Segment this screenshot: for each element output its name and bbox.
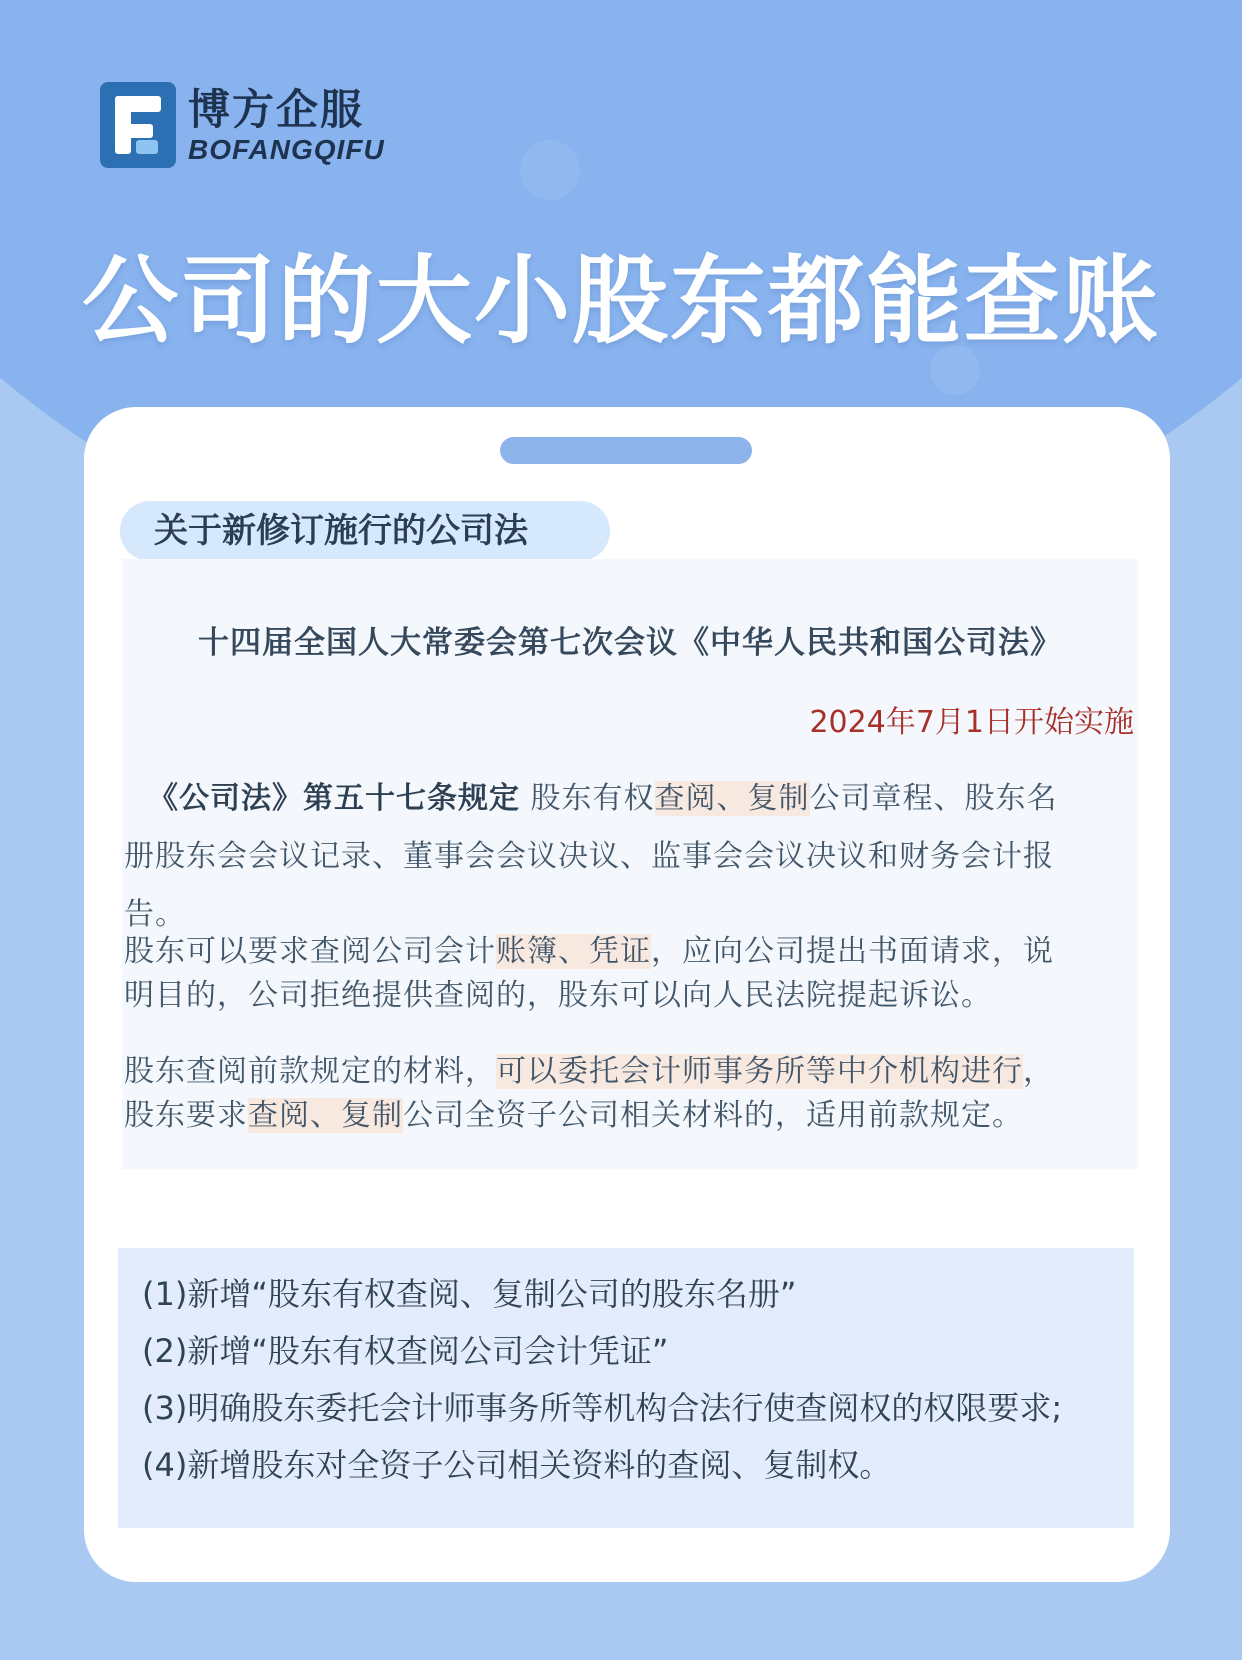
highlight-text: 查阅、复制: [248, 1098, 403, 1133]
paragraph-text: 公司章程、股东名册股东会会议记录、董事会会议决议、监事会会议决议和财务会计报告。: [124, 781, 1058, 932]
paragraph-text: 股东可以要求查阅公司会计: [124, 934, 496, 969]
highlight-text: 账簿、凭证: [496, 934, 651, 969]
change-item: (4)新增股东对全资子公司相关资料的查阅、复制权。: [142, 1446, 892, 1484]
law-heading: 十四届全国人大常委会第七次会议《中华人民共和国公司法》: [198, 625, 1062, 661]
section-tag: 关于新修订施行的公司法: [120, 501, 610, 561]
change-item: (3)明确股东委托会计师事务所等机构合法行使查阅权的权限要求;: [142, 1389, 1063, 1427]
card-handle: [500, 437, 752, 464]
paragraph-text: ，股东要求: [124, 1054, 1054, 1133]
brand-name-cn: 博方企服: [188, 85, 365, 134]
change-item: (2)新增“股东有权查阅公司会计凭证”: [142, 1332, 669, 1370]
article-paragraph: [124, 770, 1076, 944]
paragraph-text: 股东有权: [520, 781, 655, 816]
article-lead: 《公司法》第五十七条规定: [148, 781, 520, 816]
paragraph-text: 股东查阅前款规定的材料，: [124, 1054, 496, 1089]
decor-circle: [520, 140, 580, 200]
change-item: (1)新增“股东有权查阅、复制公司的股东名册”: [142, 1275, 797, 1313]
brand-name-en: BOFANGQIFU: [188, 134, 385, 165]
changes-box: [118, 1248, 1134, 1528]
account-paragraph: [124, 930, 1076, 1018]
agency-paragraph: [124, 1050, 1076, 1138]
brand-logo: [100, 82, 385, 168]
highlight-text: 可以委托会计师事务所等中介机构进行: [496, 1054, 1023, 1089]
effective-date: 2024年7月1日开始实施: [809, 705, 1134, 740]
paragraph-text: 公司全资子公司相关材料的，适用前款规定。: [403, 1098, 1023, 1133]
brand-logo-icon: [100, 82, 176, 168]
highlight-text: 查阅、复制: [654, 781, 810, 816]
paragraph-text: ，应向公司提出书面请求，说明目的，公司拒绝提供查阅的，股东可以向人民法院提起诉讼。: [124, 934, 1054, 1013]
page-title: 公司的大小股东都能查账: [82, 244, 1160, 357]
